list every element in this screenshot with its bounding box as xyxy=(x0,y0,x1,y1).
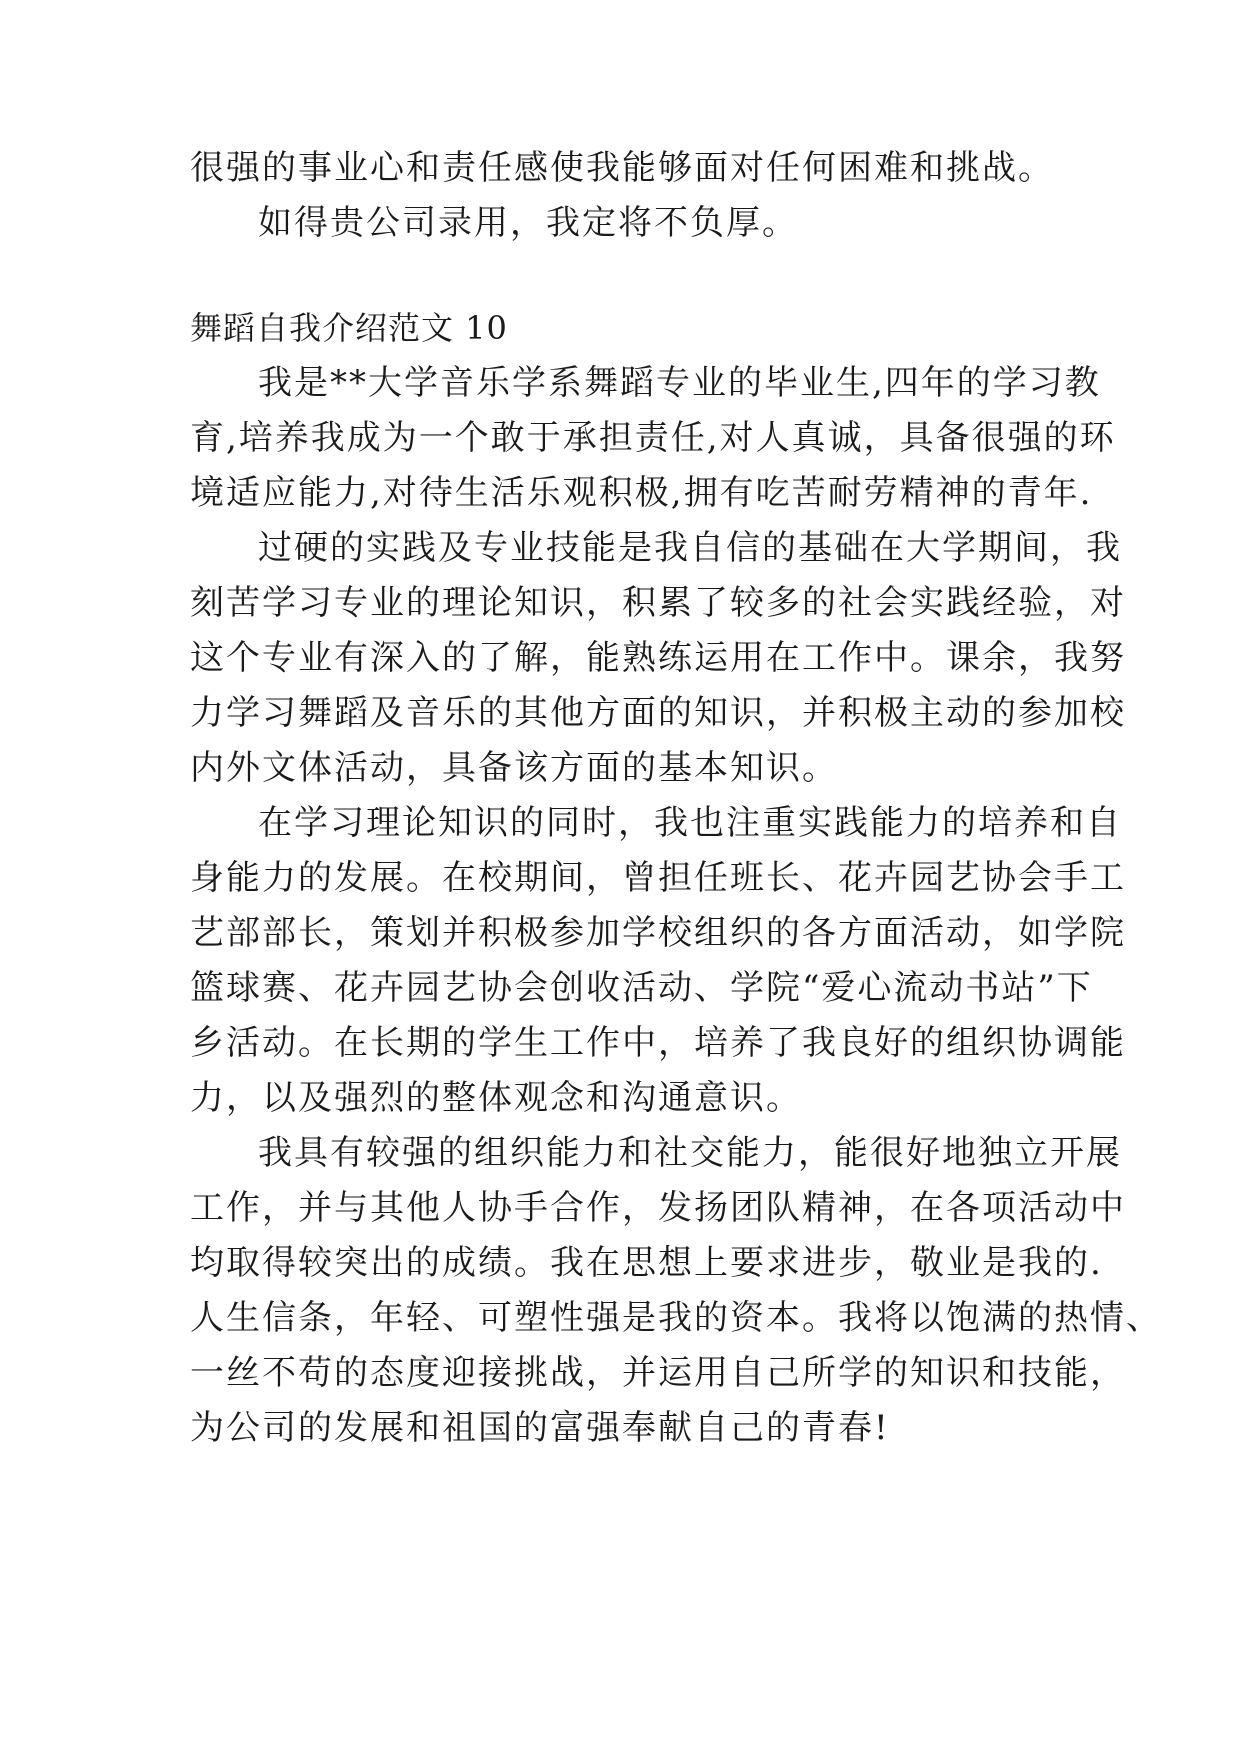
intro-line: 很强的事业心和责任感使我能够面对任何困难和挑战。 xyxy=(190,148,1054,188)
section-title: 舞蹈自我介绍范文 10 xyxy=(190,309,508,347)
paragraph-line: 人生信条，年轻、可塑性强是我的资本。我将以饱满的热情、 xyxy=(190,1298,1162,1338)
paragraph-line: 工作，并与其他人协手合作，发扬团队精神，在各项活动中 xyxy=(190,1188,1126,1228)
paragraph-line: 一丝不苟的态度迎接挑战，并运用自己所学的知识和技能， xyxy=(190,1353,1126,1393)
paragraph-line: 篮球赛、花卉园艺协会创收活动、学院“爱心流动书站”下 xyxy=(190,968,1093,1008)
paragraph-line: 刻苦学习专业的理论知识，积累了较多的社会实践经验，对 xyxy=(190,583,1126,623)
paragraph-line: 我是**大学音乐学系舞蹈专业的毕业生,四年的学习教 xyxy=(258,363,1101,403)
paragraph-line: 力，以及强烈的整体观念和沟通意识。 xyxy=(190,1078,802,1118)
paragraph-line: 为公司的发展和祖国的富强奉献自己的青春! xyxy=(190,1408,890,1448)
paragraph-line: 育,培养我成为一个敢于承担责任,对人真诚，具备很强的环 xyxy=(190,418,1116,458)
paragraph-line: 在学习理论知识的同时，我也注重实践能力的培养和自 xyxy=(258,803,1122,843)
paragraph-line: 内外文体活动，具备该方面的基本知识。 xyxy=(190,748,838,788)
paragraph-line: 我具有较强的组织能力和社交能力，能很好地独立开展 xyxy=(258,1133,1122,1173)
paragraph-line: 身能力的发展。在校期间，曾担任班长、花卉园艺协会手工 xyxy=(190,858,1126,898)
paragraph-line: 境适应能力,对待生活乐观积极,拥有吃苦耐劳精神的青年. xyxy=(190,473,1093,513)
paragraph-line: 力学习舞蹈及音乐的其他方面的知识，并积极主动的参加校 xyxy=(190,693,1126,733)
paragraph-line: 这个专业有深入的了解，能熟练运用在工作中。课余，我努 xyxy=(190,638,1126,678)
closing-line: 如得贵公司录用，我定将不负厚。 xyxy=(258,203,798,243)
paragraph-line: 艺部部长，策划并积极参加学校组织的各方面活动，如学院 xyxy=(190,913,1126,953)
paragraph-line: 乡活动。在长期的学生工作中，培养了我良好的组织协调能 xyxy=(190,1023,1126,1063)
paragraph-line: 过硬的实践及专业技能是我自信的基础在大学期间，我 xyxy=(258,528,1122,568)
paragraph-line: 均取得较突出的成绩。我在思想上要求进步，敬业是我的. xyxy=(190,1243,1103,1283)
